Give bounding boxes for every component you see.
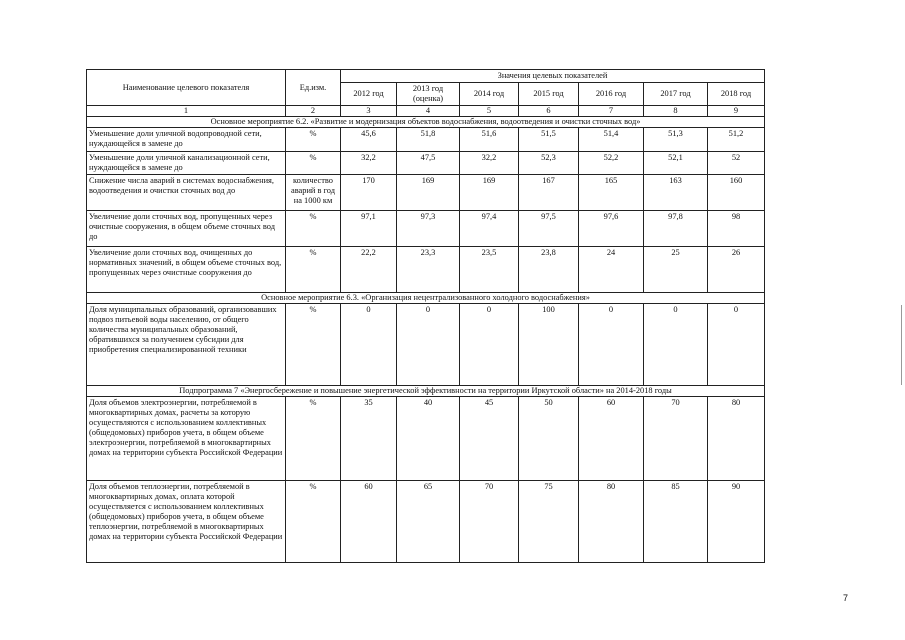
indicator-value: 32,2 (341, 151, 397, 174)
header-year: 2016 год (579, 83, 644, 106)
indicator-value: 90 (708, 480, 765, 562)
section-row (87, 385, 765, 396)
indicator-value: 65 (397, 480, 460, 562)
indicator-unit: % (286, 480, 341, 562)
indicator-value: 98 (708, 210, 765, 246)
indicator-value: 97,5 (519, 210, 579, 246)
table-header (87, 70, 765, 117)
table-row (87, 246, 765, 292)
header-year: 2018 год (708, 83, 765, 106)
indicator-value: 35 (341, 396, 397, 480)
indicator-value: 24 (579, 246, 644, 292)
indicator-value: 160 (708, 174, 765, 210)
page-number: 7 (843, 593, 849, 603)
header-year: 2015 год (519, 83, 579, 106)
indicator-value: 80 (579, 480, 644, 562)
indicator-value: 0 (644, 303, 708, 385)
indicator-name: Доля объемов электроэнергии, потребляемой в многоквартирных домах, расчеты за которую осуществляются с использованием коллективных (общедомовых) приборов учета, в общем объеме электроэнергии, потребляемой в многоквартирных домах на территории субъекта Российской Федерации (87, 396, 286, 480)
indicator-value: 51,5 (519, 128, 579, 151)
section-title: Основное мероприятие 6.3. «Организация нецентрализованного холодного водоснабжения» (87, 292, 765, 303)
indicator-value: 165 (579, 174, 644, 210)
column-index: 3 (341, 106, 397, 117)
indicator-value: 51,4 (579, 128, 644, 151)
indicator-value: 23,3 (397, 246, 460, 292)
table-row (87, 174, 765, 210)
indicator-value: 45 (460, 396, 519, 480)
indicator-name: Доля объемов теплоэнергии, потребляемой в многоквартирных домах, оплата которой осуществляется с использованием коллективных (общедомовых) приборов учета, в общем объеме теплоэнергии, потребляемой в многоквартирных домах на территории субъекта Российской Федерации (87, 480, 286, 562)
column-index: 7 (579, 106, 644, 117)
column-index-row (87, 106, 765, 117)
indicator-value: 52,3 (519, 151, 579, 174)
indicator-value: 47,5 (397, 151, 460, 174)
section-row (87, 117, 765, 128)
column-index: 2 (286, 106, 341, 117)
indicator-value: 60 (579, 396, 644, 480)
indicator-name: Уменьшение доли уличной водопроводной сети, нуждающейся в замене до (87, 128, 286, 151)
indicator-value: 97,6 (579, 210, 644, 246)
table-row (87, 210, 765, 246)
header-values-group: Значения целевых показателей (341, 70, 765, 83)
header-year: 2014 год (460, 83, 519, 106)
indicator-unit: % (286, 128, 341, 151)
indicator-value: 51,8 (397, 128, 460, 151)
indicator-value: 51,6 (460, 128, 519, 151)
column-index: 8 (644, 106, 708, 117)
table-row (87, 396, 765, 480)
indicator-value: 0 (708, 303, 765, 385)
indicator-value: 32,2 (460, 151, 519, 174)
indicator-value: 22,2 (341, 246, 397, 292)
header-year: 2012 год (341, 83, 397, 106)
column-index: 1 (87, 106, 286, 117)
column-index: 9 (708, 106, 765, 117)
table-row (87, 151, 765, 174)
indicator-value: 60 (341, 480, 397, 562)
indicator-value: 51,3 (644, 128, 708, 151)
indicator-name: Увеличение доли сточных вод, очищенных до нормативных значений, в общем объеме сточных вод, пропущенных через очистные сооружения до (87, 246, 286, 292)
indicator-value: 80 (708, 396, 765, 480)
indicator-value: 52,1 (644, 151, 708, 174)
indicator-value: 97,1 (341, 210, 397, 246)
indicator-value: 0 (341, 303, 397, 385)
indicator-value: 25 (644, 246, 708, 292)
indicator-value: 0 (579, 303, 644, 385)
indicator-name: Увеличение доли сточных вод, пропущенных через очистные сооружения, в общем объеме сточных вод до (87, 210, 286, 246)
scan-edge (901, 305, 902, 385)
indicator-value: 97,4 (460, 210, 519, 246)
indicator-unit: % (286, 246, 341, 292)
indicator-name: Снижение числа аварий в системах водоснабжения, водоотведения и очистки сточных вод до (87, 174, 286, 210)
indicator-unit: % (286, 303, 341, 385)
indicator-name: Уменьшение доли уличной канализационной сети, нуждающейся в замене до (87, 151, 286, 174)
indicators-table (86, 69, 765, 563)
column-index: 5 (460, 106, 519, 117)
indicator-value: 163 (644, 174, 708, 210)
indicator-value: 51,2 (708, 128, 765, 151)
indicator-value: 23,5 (460, 246, 519, 292)
header-year: 2017 год (644, 83, 708, 106)
indicator-unit: количество аварий в год на 1000 км (286, 174, 341, 210)
indicator-unit: % (286, 396, 341, 480)
indicator-value: 97,8 (644, 210, 708, 246)
indicator-value: 169 (397, 174, 460, 210)
indicator-value: 52,2 (579, 151, 644, 174)
indicator-value: 52 (708, 151, 765, 174)
indicator-value: 97,3 (397, 210, 460, 246)
indicator-value: 23,8 (519, 246, 579, 292)
indicator-value: 170 (341, 174, 397, 210)
table-row (87, 128, 765, 151)
indicator-unit: % (286, 151, 341, 174)
section-title: Подпрограмма 7 «Энергосбережение и повышение энергетической эффективности на территории Иркутской области» на 2014-2018 годы (87, 385, 765, 396)
indicator-value: 0 (460, 303, 519, 385)
indicator-value: 70 (460, 480, 519, 562)
column-index: 4 (397, 106, 460, 117)
indicator-unit: % (286, 210, 341, 246)
table-row (87, 480, 765, 562)
indicator-value: 75 (519, 480, 579, 562)
section-row (87, 292, 765, 303)
indicator-value: 169 (460, 174, 519, 210)
header-unit-col: Ед.изм. (286, 70, 341, 106)
section-title: Основное мероприятие 6.2. «Развитие и модернизация объектов водоснабжения, водоотведения и очистки сточных вод» (87, 117, 765, 128)
indicator-value: 40 (397, 396, 460, 480)
table-row (87, 303, 765, 385)
column-index: 6 (519, 106, 579, 117)
indicator-value: 26 (708, 246, 765, 292)
indicator-value: 0 (397, 303, 460, 385)
header-name-col: Наименование целевого показателя (87, 70, 286, 106)
indicator-name: Доля муниципальных образований, организовавших подвоз питьевой воды населению, от общего количества муниципальных образований, обратившихся за получением субсидии для приобретения специализированной техники (87, 303, 286, 385)
indicator-value: 45,6 (341, 128, 397, 151)
indicator-value: 70 (644, 396, 708, 480)
table-body (87, 117, 765, 563)
indicator-value: 100 (519, 303, 579, 385)
indicator-value: 167 (519, 174, 579, 210)
header-year: 2013 год (оценка) (397, 83, 460, 106)
indicator-value: 50 (519, 396, 579, 480)
indicator-value: 85 (644, 480, 708, 562)
